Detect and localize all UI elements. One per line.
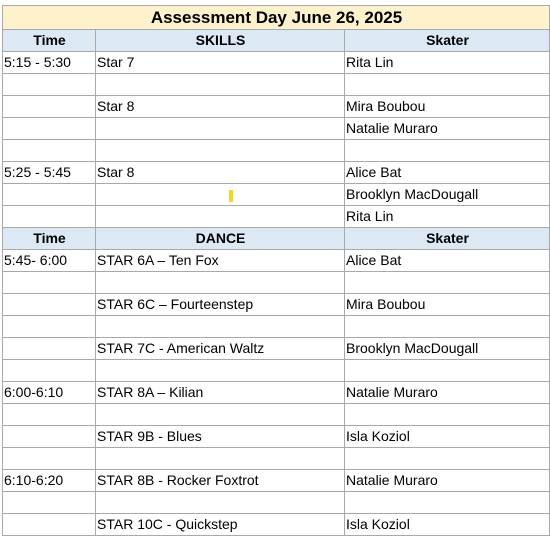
activity-cell[interactable]: Star 7 bbox=[96, 52, 345, 74]
activity-cell[interactable] bbox=[96, 140, 345, 162]
activity-cell[interactable]: STAR 6A – Ten Fox bbox=[96, 250, 345, 272]
activity-cell[interactable] bbox=[96, 272, 345, 294]
time-cell[interactable] bbox=[3, 96, 96, 118]
skater-cell[interactable] bbox=[345, 316, 550, 338]
activity-cell[interactable]: STAR 8A – Kilian bbox=[96, 382, 345, 404]
skills-header-time: Time bbox=[3, 30, 96, 52]
assessment-schedule-table bbox=[2, 5, 550, 536]
table-row bbox=[3, 140, 550, 162]
table-row bbox=[3, 338, 550, 360]
table-row bbox=[3, 360, 550, 382]
table-row bbox=[3, 96, 550, 118]
time-cell[interactable]: 5:25 - 5:45 bbox=[3, 162, 96, 184]
title-row bbox=[3, 6, 550, 30]
table-row bbox=[3, 426, 550, 448]
skater-cell[interactable] bbox=[345, 404, 550, 426]
time-cell[interactable]: 5:15 - 5:30 bbox=[3, 52, 96, 74]
table-row bbox=[3, 382, 550, 404]
table-row bbox=[3, 470, 550, 492]
skater-cell[interactable] bbox=[345, 448, 550, 470]
table-row bbox=[3, 448, 550, 470]
skater-cell[interactable]: Natalie Muraro bbox=[345, 118, 550, 140]
time-cell[interactable] bbox=[3, 294, 96, 316]
skater-cell[interactable]: Mira Boubou bbox=[345, 294, 550, 316]
activity-cell[interactable]: STAR 7C - American Waltz bbox=[96, 338, 345, 360]
activity-cell[interactable]: Star 8 bbox=[96, 96, 345, 118]
time-cell[interactable] bbox=[3, 360, 96, 382]
skater-cell[interactable]: Natalie Muraro bbox=[345, 470, 550, 492]
time-cell[interactable] bbox=[3, 184, 96, 206]
skater-cell[interactable]: Brooklyn MacDougall bbox=[345, 338, 550, 360]
skater-cell[interactable]: Isla Koziol bbox=[345, 514, 550, 536]
table-row bbox=[3, 294, 550, 316]
time-cell[interactable] bbox=[3, 74, 96, 96]
table-row bbox=[3, 74, 550, 96]
table-row bbox=[3, 206, 550, 228]
skater-cell[interactable] bbox=[345, 492, 550, 514]
activity-cell[interactable]: Star 8 bbox=[96, 162, 345, 184]
table-row bbox=[3, 492, 550, 514]
time-cell[interactable] bbox=[3, 206, 96, 228]
activity-cell[interactable] bbox=[96, 360, 345, 382]
skater-cell[interactable]: Alice Bat bbox=[345, 250, 550, 272]
table-row bbox=[3, 162, 550, 184]
sheet-title: Assessment Day June 26, 2025 bbox=[3, 6, 550, 30]
time-cell[interactable]: 6:00-6:10 bbox=[3, 382, 96, 404]
skater-cell[interactable]: Rita Lin bbox=[345, 206, 550, 228]
time-cell[interactable] bbox=[3, 140, 96, 162]
table-row bbox=[3, 404, 550, 426]
time-cell[interactable] bbox=[3, 514, 96, 536]
time-cell[interactable] bbox=[3, 316, 96, 338]
skills-header-skater: Skater bbox=[345, 30, 550, 52]
skater-cell[interactable] bbox=[345, 272, 550, 294]
yellow-highlight-marker bbox=[229, 190, 233, 202]
activity-cell[interactable]: STAR 6C – Fourteenstep bbox=[96, 294, 345, 316]
activity-cell[interactable] bbox=[96, 448, 345, 470]
activity-cell[interactable] bbox=[96, 206, 345, 228]
skater-cell[interactable]: Brooklyn MacDougall bbox=[345, 184, 550, 206]
dance-header-skater: Skater bbox=[345, 228, 550, 250]
skater-cell[interactable]: Natalie Muraro bbox=[345, 382, 550, 404]
activity-cell[interactable] bbox=[96, 404, 345, 426]
table-row bbox=[3, 118, 550, 140]
table-row bbox=[3, 272, 550, 294]
activity-cell[interactable] bbox=[96, 492, 345, 514]
time-cell[interactable] bbox=[3, 118, 96, 140]
time-cell[interactable]: 5:45- 6:00 bbox=[3, 250, 96, 272]
table-row bbox=[3, 514, 550, 536]
table-row bbox=[3, 250, 550, 272]
time-cell[interactable]: 6:10-6:20 bbox=[3, 470, 96, 492]
skater-cell[interactable]: Rita Lin bbox=[345, 52, 550, 74]
activity-cell[interactable]: STAR 8B - Rocker Foxtrot bbox=[96, 470, 345, 492]
skater-cell[interactable] bbox=[345, 140, 550, 162]
table-row bbox=[3, 52, 550, 74]
time-cell[interactable] bbox=[3, 272, 96, 294]
table-row bbox=[3, 316, 550, 338]
activity-cell[interactable] bbox=[96, 184, 345, 206]
skills-header-row bbox=[3, 30, 550, 52]
activity-cell[interactable]: STAR 10C - Quickstep bbox=[96, 514, 345, 536]
skills-header-activity: SKILLS bbox=[96, 30, 345, 52]
skater-cell[interactable]: Mira Boubou bbox=[345, 96, 550, 118]
activity-cell[interactable] bbox=[96, 74, 345, 96]
time-cell[interactable] bbox=[3, 338, 96, 360]
dance-header-time: Time bbox=[3, 228, 96, 250]
time-cell[interactable] bbox=[3, 426, 96, 448]
skater-cell[interactable]: Alice Bat bbox=[345, 162, 550, 184]
skater-cell[interactable] bbox=[345, 360, 550, 382]
time-cell[interactable] bbox=[3, 448, 96, 470]
activity-cell[interactable] bbox=[96, 118, 345, 140]
skater-cell[interactable]: Isla Koziol bbox=[345, 426, 550, 448]
dance-header-activity: DANCE bbox=[96, 228, 345, 250]
time-cell[interactable] bbox=[3, 492, 96, 514]
skater-cell[interactable] bbox=[345, 74, 550, 96]
table-row bbox=[3, 184, 550, 206]
activity-cell[interactable] bbox=[96, 316, 345, 338]
activity-cell[interactable]: STAR 9B - Blues bbox=[96, 426, 345, 448]
dance-header-row bbox=[3, 228, 550, 250]
time-cell[interactable] bbox=[3, 404, 96, 426]
